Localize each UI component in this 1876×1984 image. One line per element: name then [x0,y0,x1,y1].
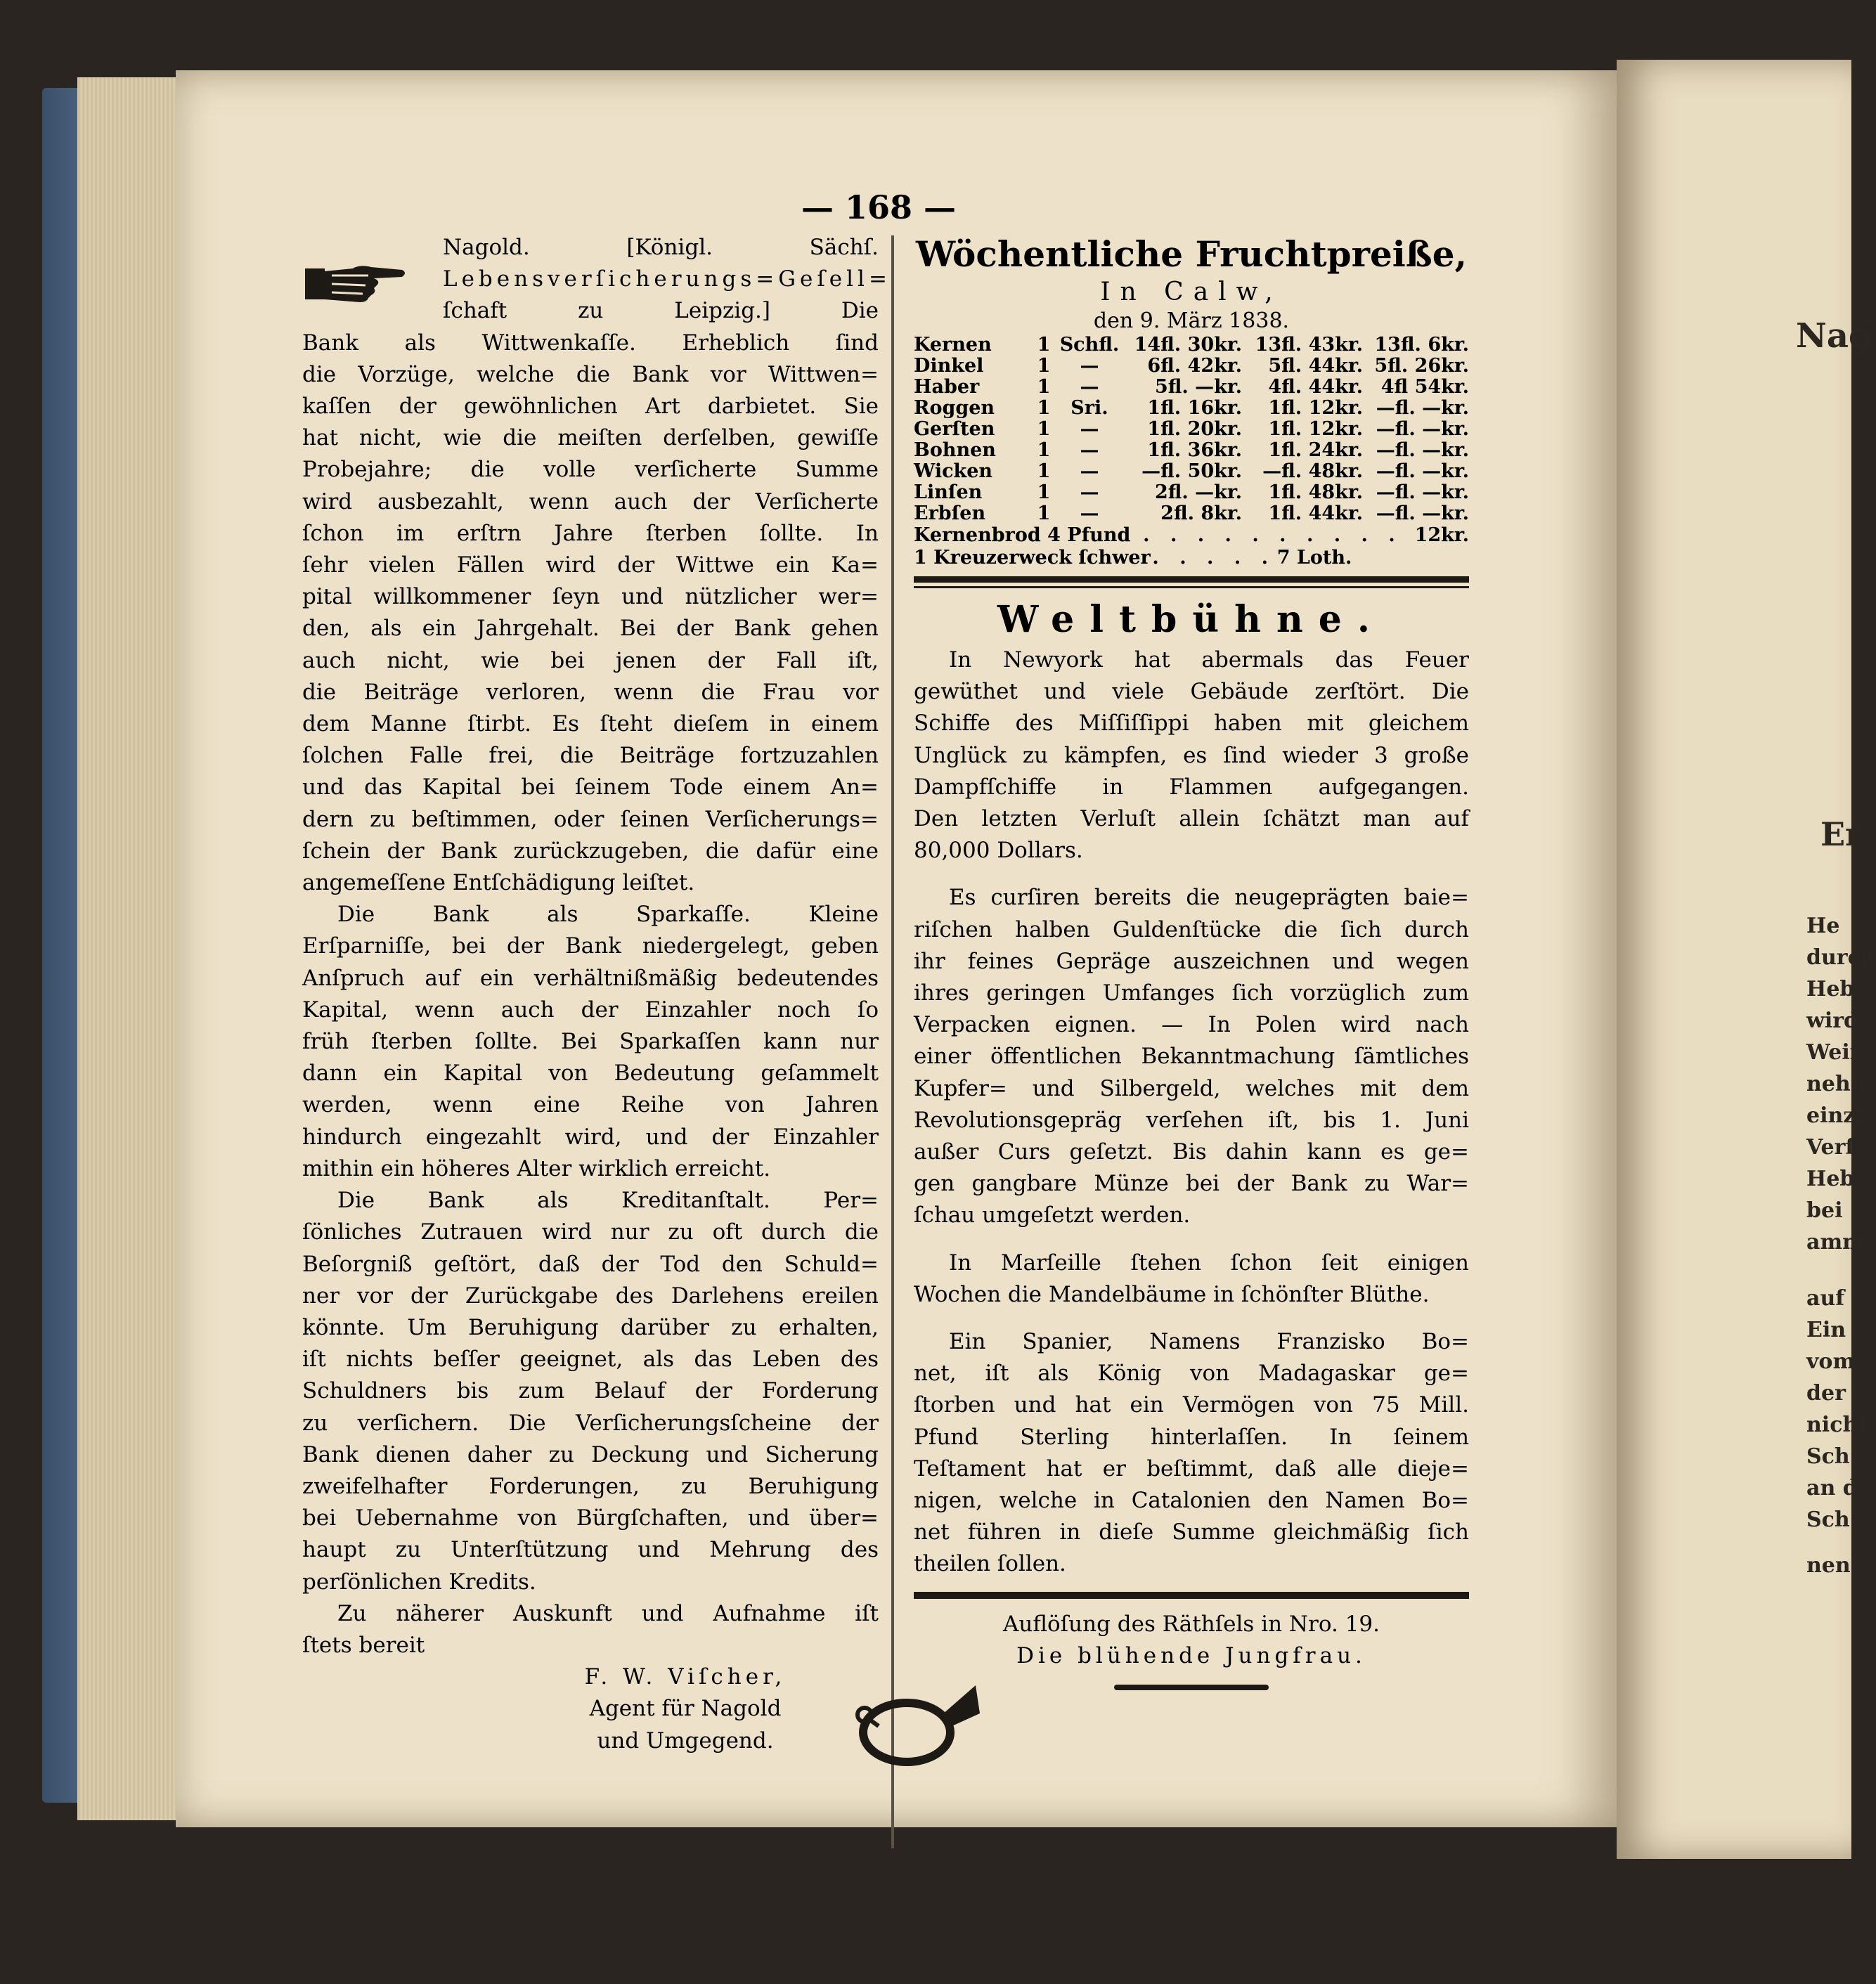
next-page-fragment: Heb [1806,977,1855,1001]
text-line: außer Curs geſetzt. Bis dahin kann es ge= [914,1139,1469,1165]
grain-prices-date: den 9. März 1838. [1093,309,1290,333]
grain-price: 5fl. 44kr. [1268,355,1364,377]
grain-measure: — [1080,376,1099,398]
next-page-fragment: nehn [1806,1072,1866,1096]
grain-price: 14fl. 30kr. [1134,334,1243,356]
grain-measure: 1 [1037,439,1051,461]
grain-name: Wicken [914,460,993,482]
text-line: Revolutionsgepräg verſehen iſt, bis 1. Juni [914,1107,1469,1133]
next-page-fragment: He [1806,914,1840,938]
next-page-fragment: Sch [1806,1508,1850,1532]
text-line: ihres geringen Umfanges ſich vorzüglich zum [914,980,1469,1006]
grain-name: Roggen [914,397,995,419]
signature-block [302,1661,879,1757]
text-line: Dampfſchiffe in Flammen aufgegangen. [914,774,1469,800]
news-paragraph [914,1326,1469,1581]
text-line: ner vor der Zurückgabe des Darlehens ereilen [302,1283,879,1309]
next-page-fragment: einzi [1806,1103,1863,1128]
price-row [914,398,1469,419]
grain-price: 5fl. —kr. [1154,376,1243,398]
text-line: dem Manne ſtirbt. Es ſteht dieſem in einem [302,711,879,737]
price-row [914,461,1469,482]
next-page-fragment: Er [1820,815,1863,853]
text-line: den, als ein Jahrgehalt. Bei der Bank gehen [302,616,879,642]
price-row [914,377,1469,398]
next-page-fragment: durch [1806,945,1876,970]
grain-price: —fl. —kr. [1376,418,1469,440]
text-line: ſchein der Bank zurückzugeben, die dafür eine [302,838,879,864]
next-page-fragment: Verſ [1806,1135,1855,1160]
grain-price: 1fl. 12kr. [1268,397,1364,419]
riddle-solution [914,1609,1469,1672]
grain-price: —fl. 50kr. [1141,460,1243,482]
next-page-fragment: auf [1806,1286,1845,1311]
next-page-fragment: Weiſ [1806,1040,1859,1065]
text-line: Wochen die Mandelbäume in ſchönſter Blüthe. [914,1281,1430,1307]
text-line: Den letzten Verluſt allein ſchätzt man auf [914,806,1469,832]
grain-prices-section [914,232,1469,588]
grain-measure: 1 [1037,334,1051,356]
text-line: Kupfer= und Silbergeld, welches mit dem [914,1075,1469,1101]
text-line: perſönlichen Kredits. [302,1569,536,1595]
text-line: hat nicht, wie die meiſten derſelben, gewiſſe [302,425,879,451]
text-line: haupt zu Unterſtützung und Mehrung des [302,1537,879,1563]
text-line: Pfund Sterling hinterlaſſen. In ſeinem [914,1424,1469,1450]
text-line: mithin ein höheres Alter wirklich erreicht. [302,1155,771,1181]
news-paragraph [914,644,1469,867]
text-line: werden, wenn eine Reihe von Jahren [302,1092,879,1118]
text-line: gewüthet und viele Gebäude zerſtört. Die [914,679,1469,705]
text-line: iſt nichts beſſer geeignet, als das Leben des [302,1347,879,1373]
text-line: theilen ſollen. [914,1551,1066,1577]
text-line: Verpacken eignen. — In Polen wird nach [914,1012,1469,1038]
grain-price: 13fl. 43kr. [1255,334,1364,356]
text-line: dern zu beſtimmen, oder ſeinen Verſicherungs= [302,806,879,832]
next-page-fragment: Ein [1806,1318,1846,1342]
post-horn-icon [850,1673,984,1778]
text-line: Teſtament hat er beſtimmt, daß alle dieje= [914,1455,1469,1481]
grain-name: Gerſten [914,418,995,440]
text-line: Schiffe des Miſſiſſippi haben mit gleichem [914,711,1469,737]
grain-price: 1fl. 16kr. [1147,397,1243,419]
grain-prices-title: Wöchentliche Fruchtpreiße, [915,233,1467,275]
grain-price: —fl. 48kr. [1262,460,1364,482]
grain-price: —fl. —kr. [1376,481,1469,503]
grain-measure: 1 [1037,481,1051,503]
price-row [914,482,1469,503]
leader-dots: . . . . . [1152,547,1276,569]
next-page-fragment: wird [1806,1009,1859,1033]
next-page-fragment: an d [1806,1476,1858,1500]
price-row [914,356,1469,377]
grain-measure: 1 [1037,418,1051,440]
riddle-solution-answer: Die blühende Jungfrau. [1016,1642,1366,1668]
text-line: könnte. Um Beruhigung darüber zu erhalten, [302,1314,879,1340]
bread-value: 12kr. [1414,524,1469,546]
text-line: net, iſt als König von Madagaskar ge= [914,1361,1469,1387]
text-line: die Vorzüge, welche die Bank vor Wittwen= [302,361,879,387]
left-column [302,232,891,1757]
bread-label: Kernenbrod 4 Pfund [914,524,1131,546]
news-paragraph [914,1247,1469,1311]
text-line: hindurch eingezahlt wird, und der Einzahler [302,1124,879,1150]
text-line: früh ſterben ſollte. Bei Sparkaſſen kann nur [302,1029,879,1055]
text-line: Bank als Wittwenkaſſe. Erheblich ſind [302,330,879,356]
text-line: zweifelhafter Forderungen, zu Beruhigung [302,1473,879,1499]
grain-price: 2fl. —kr. [1154,481,1243,503]
next-page-fragment: Sch [1806,1444,1850,1469]
grain-price: 13fl. 6kr. [1374,334,1469,356]
paragraph-gap [914,1311,1469,1326]
text-line: In Marſeille ſtehen ſchon ſeit einigen [949,1250,1469,1276]
grain-price: 1fl. 12kr. [1268,418,1364,440]
right-column [914,232,1469,1690]
text-line: ſtorben und hat ein Vermögen von 75 Mill. [914,1392,1469,1418]
weltbuehne-title: Weltbühne. [997,598,1385,641]
grain-measure: — [1080,460,1099,482]
text-line: Die Bank als Kreditanſtalt. Per= [337,1188,879,1214]
text-line: ſchaft zu Leipzig.] Die [443,298,879,324]
grain-prices-table [914,335,1469,524]
grain-price: 4fl 54kr. [1380,376,1469,398]
text-line: Beſorgniß geſtört, daß der Tod den Schuld= [302,1251,879,1277]
grain-price: —fl. —kr. [1376,439,1469,461]
riddle-solution-line: Auflöſung des Räthſels in Nro. 19. [1002,1611,1380,1637]
grain-measure: 1 [1037,355,1051,377]
grain-prices-place: In Calw, [1100,278,1283,306]
text-line: bei Uebernahme von Bürgſchaften, und über= [302,1505,879,1531]
text-line: Anſpruch auf ein verhältnißmäßig bedeutendes [302,965,879,991]
text-line: gen gangbare Münze bei der Bank zu War= [914,1171,1469,1197]
section-rule [914,576,1469,583]
text-line: Ein Spanier, Namens Franzisko Bo= [949,1329,1469,1355]
grain-measure: — [1080,503,1099,524]
price-row [914,503,1469,524]
grain-name: Bohnen [914,439,996,461]
grain-price: 6fl. 42kr. [1147,355,1243,377]
next-page-fragment: nen [1806,1553,1851,1578]
ornament-rule [1114,1685,1269,1690]
right-page-fragment [1617,60,1876,1859]
grain-price: 1fl. 44kr. [1268,503,1364,524]
grain-name: Haber [914,376,980,398]
text-line: riſchen halben Guldenſtücke die ſich durch [914,916,1469,942]
text-line: net führen in dieſe Summe gleichmäßig ſich [914,1519,1469,1545]
next-page-fragment: der [1806,1381,1846,1406]
grain-price: 1fl. 48kr. [1268,481,1364,503]
grain-price: —fl. —kr. [1376,503,1469,524]
paragraph-gap [914,867,1469,882]
text-line: ſchau umgeſetzt werden. [914,1202,1191,1228]
text-line: 80,000 Dollars. [914,838,1083,864]
signature-area: und Umgegend. [597,1727,774,1753]
grain-name: Erbſen [914,503,986,524]
text-line: Probejahre; die volle verſicherte Summe [302,457,879,483]
leader-dots: . . . . . . . . . . [1143,524,1402,546]
grain-name: Linſen [914,481,983,503]
text-line: ſtets bereit [302,1632,425,1658]
text-line: pital willkommener ſeyn und nützlicher wer= [302,584,879,610]
weltbuehne-section [914,595,1469,1581]
text-line: ſolchen Falle frei, die Beiträge fortzuzahlen [302,743,879,769]
grain-price: 1fl. 24kr. [1268,439,1364,461]
text-line: einer öffentlichen Bekanntmachung ſämtliches [914,1044,1469,1070]
grain-measure: 1 [1037,397,1051,419]
grain-name: Dinkel [914,355,984,377]
next-page-fragment: vom [1806,1349,1856,1374]
next-page-fragment: bei [1806,1198,1843,1223]
grain-price: 2fl. 8kr. [1160,503,1243,524]
roll-label: 1 Kreuzerweck ſchwer [914,547,1151,569]
page-edges [77,77,190,1820]
text-line: zu verſichern. Die Verſicherungsſcheine der [302,1410,879,1436]
text-line: ſchon im erſtrn Jahre ſterben ſollte. In [302,520,879,546]
text-line: die Beiträge verloren, wenn die Frau vor [302,679,879,705]
next-page-fragment: amm [1806,1230,1865,1254]
grain-price: —fl. —kr. [1376,460,1469,482]
grain-measure: 1 [1037,376,1051,398]
news-paragraphs [914,644,1469,1581]
text-line: In Newyork hat abermals das Feuer [949,647,1469,673]
text-line: Nagold. [Königl. Sächſ. [443,235,879,260]
grain-price: 5fl. 26kr. [1374,355,1469,377]
text-line: wird ausbezahlt, wenn auch der Verſicherte [302,488,879,514]
grain-price: —fl. —kr. [1376,397,1469,419]
price-row [914,419,1469,440]
roll-value: 7 Loth. [1276,547,1352,569]
signature-name: F. W. Viſcher, [584,1664,787,1690]
text-line: Lebensverſicherungs=Geſell= [443,266,891,292]
grain-name: Kernen [914,334,992,356]
grain-measure: Schfl. [1059,334,1120,356]
text-line: ſönliches Zutrauen wird nur zu oft durch die [302,1219,879,1245]
text-line: Unglück zu kämpfen, es ſind wieder 3 große [914,742,1469,768]
column-divider [891,235,894,1848]
text-line: ſehr vielen Fällen wird der Wittwe ein Ka= [302,552,879,578]
text-line: Kapital, wenn auch der Einzahler noch ſo [302,997,879,1023]
section-rule-thin [914,586,1469,588]
text-line: auch nicht, wie bei jenen der Fall iſt, [302,647,879,673]
next-page-fragment: Nag [1796,316,1872,356]
grain-price: 1fl. 20kr. [1147,418,1243,440]
next-page-fragment: Heb [1806,1167,1855,1191]
grain-price: 4fl. 44kr. [1268,376,1364,398]
text-line: kaſſen der gewöhnlichen Art darbietet. Sie [302,394,879,420]
grain-measure: — [1080,418,1099,440]
nagold-heading [302,232,891,328]
next-page-fragment: nicht [1806,1413,1868,1437]
grain-price: 1fl. 36kr. [1147,439,1243,461]
text-line: nigen, welche in Catalonien den Namen Bo= [914,1488,1469,1514]
insurance-article [302,328,879,1662]
paragraph-gap [914,1232,1469,1247]
price-row [914,440,1469,461]
grain-measure: 1 [1037,503,1051,524]
bread-price-row [914,524,1469,547]
text-line: Die Bank als Sparkaſſe. Kleine [337,902,879,928]
grain-measure: — [1080,439,1099,461]
news-paragraph [914,882,1469,1231]
roll-weight-row [914,547,1469,569]
text-line: Schuldners bis zum Belauf der Forderung [302,1378,879,1404]
text-line: dann ein Kapital von Bedeutung geſammelt [302,1061,879,1087]
text-line: angemeſſene Entſchädigung leiſtet. [302,870,695,896]
grain-measure: — [1080,355,1099,377]
solution-rule [914,1592,1469,1599]
page-number: — 168 — [801,188,957,226]
text-line: und das Kapital bei ſeinem Tode einem An= [302,774,879,800]
text-line: Zu näherer Auskunft und Aufnahme iſt [337,1600,879,1626]
signature-role: Agent für Nagold [589,1696,782,1722]
text-line: Erſparniſſe, bei der Bank niedergelegt, geben [302,933,879,959]
text-line: Es curſiren bereits die neugeprägten baie= [949,885,1469,911]
grain-measure: Sri. [1070,397,1108,419]
grain-measure: — [1080,481,1099,503]
text-line: Bank dienen daher zu Deckung und Sicherung [302,1441,879,1467]
text-line: ihr feines Gepräge auszeichnen und wegen [914,948,1469,974]
price-row [914,335,1469,356]
grain-measure: 1 [1037,460,1051,482]
